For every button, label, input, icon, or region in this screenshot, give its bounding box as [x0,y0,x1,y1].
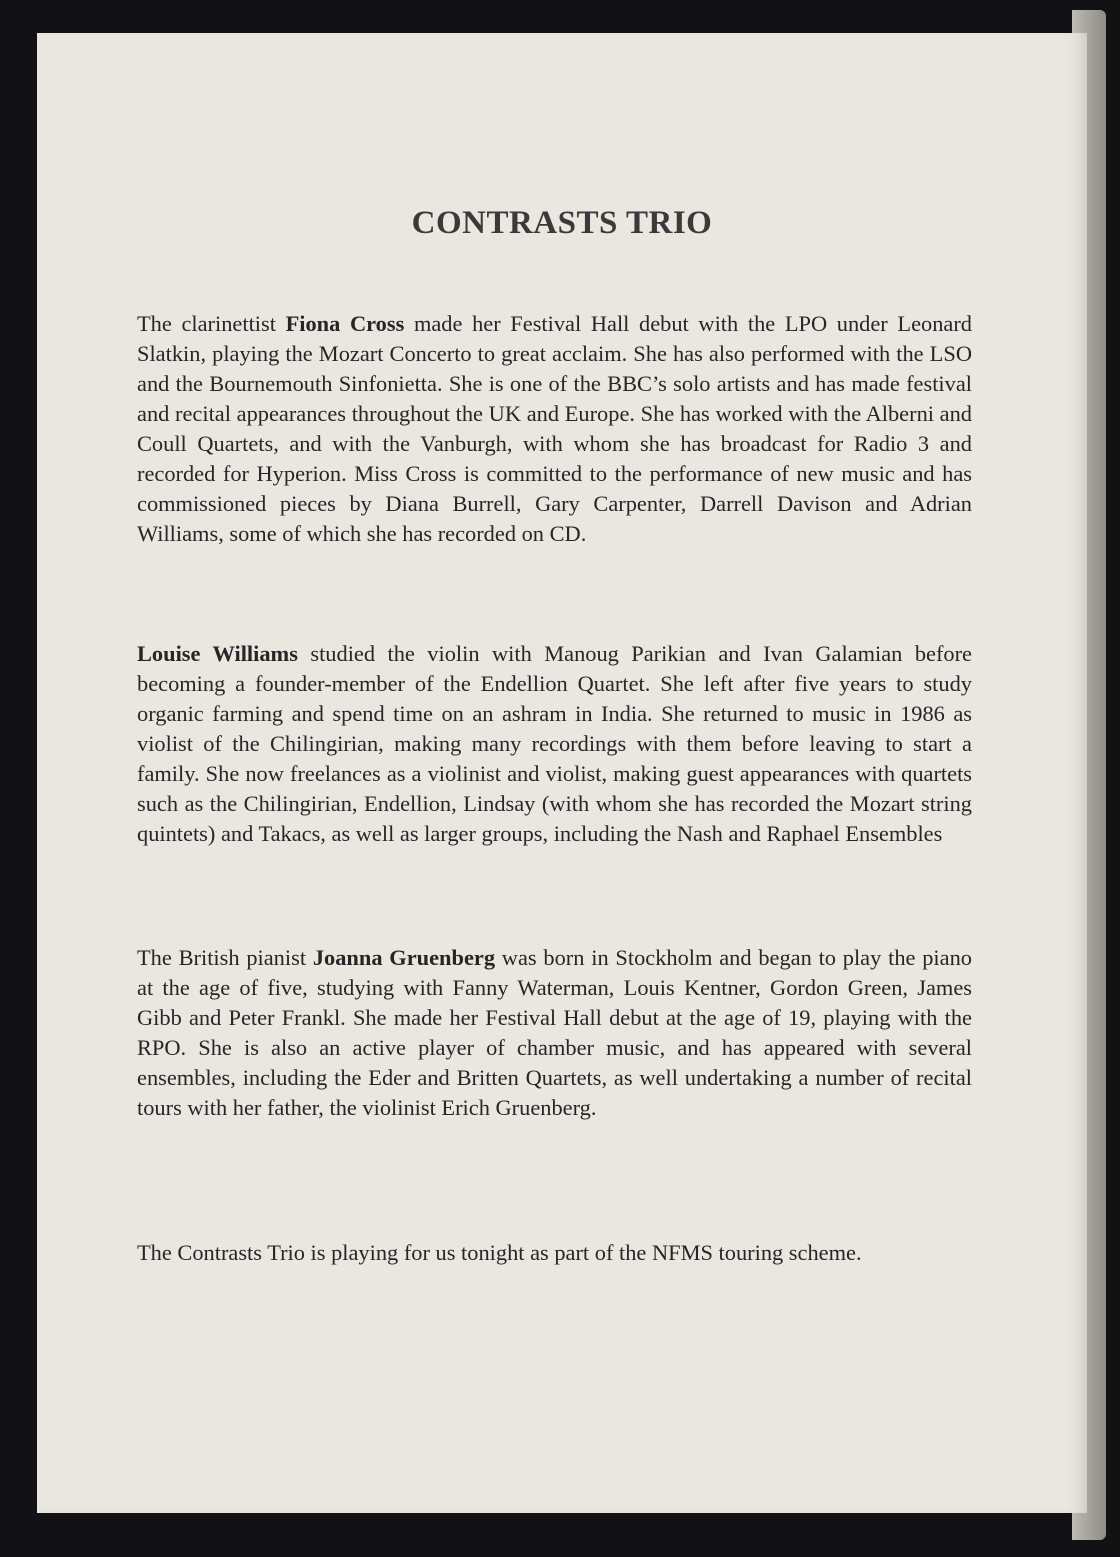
bio-text: made her Festival Hall debut with the LPO under Leonard Slatkin, playing the Mozart Concerto to great acclaim. She has also performed with the LSO and the Bournemouth Sinfonietta. She is one of the BBC’s solo artists and has made festival and recital appearances throughout the UK and Europe. She has worked with the Alberni and Coull Quartets, and with the Vanburgh, with whom she has broadcast for Radio 3 and recorded for Hyperion. Miss Cross is committed to the performance of new music and has commissioned pieces by Diana Burrell, Gary Carpenter, Darrell Davison and Adrian Williams, some of which she has recorded on CD. [137,311,972,546]
bio-text: studied the violin with Manoug Parikian and Ivan Galamian before becoming a founder-member of the Endellion Quartet. She left after five years to study organic farming and spend time on an ashram in India. She returned to music in 1986 as violist of the Chilingirian, making many recordings with them before leaving to start a family. She now freelances as a violinist and violist, making guest appearances with quartets such as the Chilingirian, Endellion, Lindsay (with whom she has recorded the Mozart string quintets) and Takacs, as well as larger groups, including the Nash and Raphael Ensembles [137,641,972,846]
closing-note: The Contrasts Trio is playing for us tonight as part of the NFMS touring scheme. [137,1240,862,1265]
performer-name: Louise Williams [137,641,298,666]
page-title: CONTRASTS TRIO [411,205,713,241]
performer-name: Joanna Gruenberg [312,945,496,970]
bio-intro: The clarinettist [137,311,286,336]
bio-intro: The British pianist [137,945,313,970]
bio-paragraph-joanna-gruenberg [137,943,972,1123]
bio-text: was born in Stockholm and began to play the piano at the age of five, studying with Fanny Waterman, Louis Kentner, Gordon Green, James Gibb and Peter Frankl. She made her Festival Hall debut at the age of 19, playing with the RPO. She is also an active player of chamber music, and has appeared with several ensembles, including the Eder and Britten Quartets, as well undertaking a number of recital tours with her father, the violinist Erich Gruenberg. [137,945,972,1120]
bio-paragraph-fiona-cross [137,309,972,549]
programme-page [37,33,1087,1513]
performer-name: Fiona Cross [285,311,405,336]
bio-paragraph-louise-williams [137,639,972,849]
